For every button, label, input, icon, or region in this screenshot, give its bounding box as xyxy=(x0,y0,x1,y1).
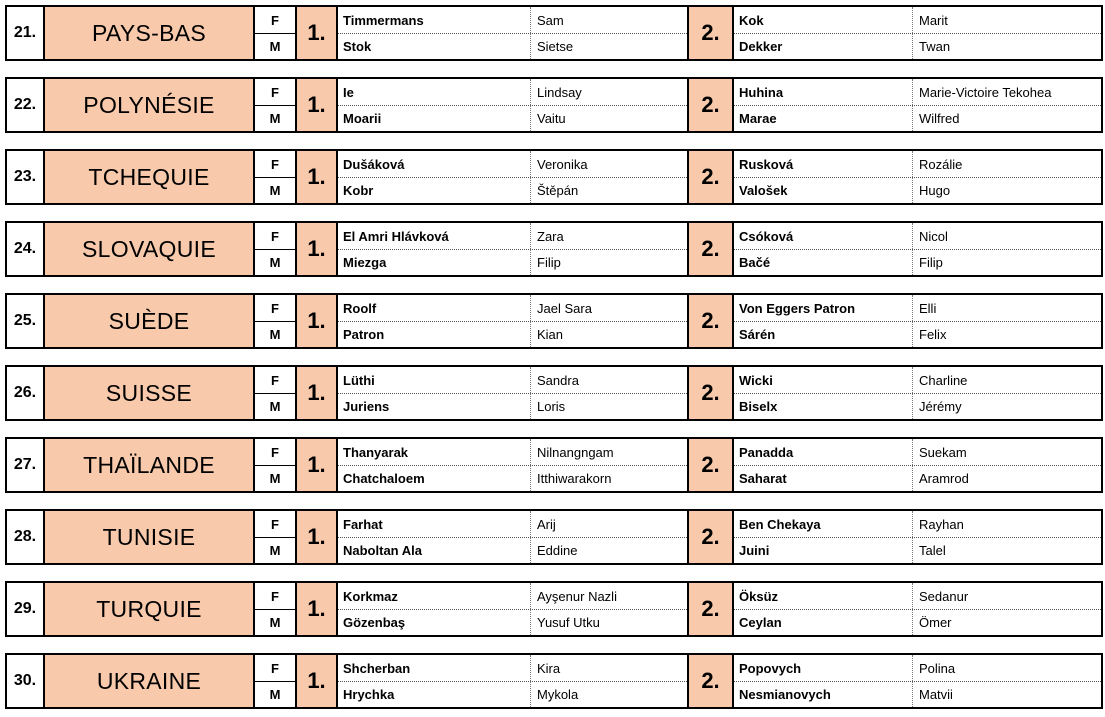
team-1-male-player xyxy=(338,538,687,563)
team-row xyxy=(5,293,1103,349)
team-2-female-player xyxy=(734,367,1101,394)
entry-number: 30. xyxy=(7,655,45,707)
team-2-male-player xyxy=(734,178,1101,203)
player-last-name: Patron xyxy=(343,327,385,342)
team-row xyxy=(5,5,1103,61)
team-2-players xyxy=(734,7,1101,59)
team-1-rank: 1. xyxy=(297,367,338,419)
player-last-name: Nesmianovych xyxy=(739,687,831,702)
male-label: M xyxy=(269,399,281,414)
player-first-name: Aramrod xyxy=(912,466,1101,491)
team-1-players xyxy=(338,223,687,275)
player-first-name: Sedanur xyxy=(912,583,1101,609)
player-first-name: Vaitu xyxy=(530,106,687,131)
male-label: M xyxy=(269,615,281,630)
team-2-players xyxy=(734,79,1101,131)
team-1-female-player xyxy=(338,367,687,394)
team-2-female-player xyxy=(734,655,1101,682)
player-last-name: Korkmaz xyxy=(343,588,398,604)
team-2-players xyxy=(734,367,1101,419)
player-first-name: Rozálie xyxy=(912,151,1101,177)
player-first-name: Ömer xyxy=(912,610,1101,635)
team-1-female-player xyxy=(338,223,687,250)
team-2-female-player xyxy=(734,295,1101,322)
player-first-name: Štěpán xyxy=(530,178,687,203)
country-name: THAÏLANDE xyxy=(45,439,255,491)
player-first-name: Arij xyxy=(530,511,687,537)
player-last-name: Panadda xyxy=(739,444,794,460)
player-last-name: Stok xyxy=(343,39,372,54)
player-last-name: Hrychka xyxy=(343,687,395,702)
player-last-name: Marae xyxy=(739,111,777,126)
team-1-female-player xyxy=(338,295,687,322)
player-last-name: Ie xyxy=(343,84,354,100)
female-label: F xyxy=(255,583,295,610)
player-last-name: El Amri Hlávková xyxy=(343,228,449,244)
team-row xyxy=(5,653,1103,709)
player-last-name: Kok xyxy=(739,12,764,28)
team-1-male-player xyxy=(338,682,687,707)
player-first-name: Eddine xyxy=(530,538,687,563)
female-label: F xyxy=(255,655,295,682)
team-2-players xyxy=(734,295,1101,347)
gender-column xyxy=(255,295,297,347)
player-last-name: Roolf xyxy=(343,300,377,316)
player-last-name: Timmermans xyxy=(343,12,424,28)
team-1-male-player xyxy=(338,178,687,203)
entry-number: 24. xyxy=(7,223,45,275)
country-name: TCHEQUIE xyxy=(45,151,255,203)
team-2-rank: 2. xyxy=(687,79,734,131)
team-1-players xyxy=(338,655,687,707)
player-first-name: Kian xyxy=(530,322,687,347)
entry-number: 27. xyxy=(7,439,45,491)
player-last-name: Juini xyxy=(739,543,770,558)
male-label: M xyxy=(269,471,281,486)
team-2-players xyxy=(734,655,1101,707)
team-2-male-player xyxy=(734,682,1101,707)
female-label: F xyxy=(255,367,295,394)
male-label: M xyxy=(269,327,281,342)
team-1-female-player xyxy=(338,151,687,178)
player-first-name: Lindsay xyxy=(530,79,687,105)
male-label: M xyxy=(269,687,281,702)
team-2-rank: 2. xyxy=(687,223,734,275)
player-last-name: Chatchaloem xyxy=(343,471,425,486)
male-label: M xyxy=(269,543,281,558)
country-name: SUISSE xyxy=(45,367,255,419)
team-1-rank: 1. xyxy=(297,7,338,59)
gender-column xyxy=(255,367,297,419)
player-last-name: Von Eggers Patron xyxy=(739,300,856,316)
player-first-name: Jael Sara xyxy=(530,295,687,321)
team-row xyxy=(5,437,1103,493)
male-label: M xyxy=(269,255,281,270)
team-2-rank: 2. xyxy=(687,439,734,491)
player-last-name: Lüthi xyxy=(343,372,375,388)
country-name: SUÈDE xyxy=(45,295,255,347)
male-label: M xyxy=(269,111,281,126)
player-last-name: Popovych xyxy=(739,660,802,676)
player-first-name: Felix xyxy=(912,322,1101,347)
player-first-name: Twan xyxy=(912,34,1101,59)
player-last-name: Moarii xyxy=(343,111,382,126)
player-first-name: Elli xyxy=(912,295,1101,321)
entry-number: 23. xyxy=(7,151,45,203)
player-first-name: Sandra xyxy=(530,367,687,393)
female-label: F xyxy=(255,151,295,178)
team-2-rank: 2. xyxy=(687,295,734,347)
female-label: F xyxy=(255,223,295,250)
team-1-players xyxy=(338,367,687,419)
gender-column xyxy=(255,79,297,131)
player-first-name: Filip xyxy=(530,250,687,275)
player-first-name: Mykola xyxy=(530,682,687,707)
team-1-female-player xyxy=(338,583,687,610)
team-1-rank: 1. xyxy=(297,583,338,635)
player-last-name: Rusková xyxy=(739,156,794,172)
team-2-rank: 2. xyxy=(687,511,734,563)
team-row xyxy=(5,221,1103,277)
team-2-female-player xyxy=(734,7,1101,34)
player-first-name: Rayhan xyxy=(912,511,1101,537)
team-2-rank: 2. xyxy=(687,367,734,419)
team-1-players xyxy=(338,7,687,59)
team-1-rank: 1. xyxy=(297,655,338,707)
team-2-players xyxy=(734,511,1101,563)
player-last-name: Csóková xyxy=(739,228,794,244)
team-1-players xyxy=(338,151,687,203)
team-1-male-player xyxy=(338,394,687,419)
team-2-male-player xyxy=(734,466,1101,491)
team-2-female-player xyxy=(734,79,1101,106)
team-1-players xyxy=(338,583,687,635)
team-1-female-player xyxy=(338,655,687,682)
team-row xyxy=(5,149,1103,205)
entry-number: 25. xyxy=(7,295,45,347)
male-label: M xyxy=(269,39,281,54)
player-first-name: Marit xyxy=(912,7,1101,33)
player-last-name: Shcherban xyxy=(343,660,411,676)
gender-column xyxy=(255,511,297,563)
team-1-rank: 1. xyxy=(297,79,338,131)
player-last-name: Ben Chekaya xyxy=(739,516,821,532)
team-1-male-player xyxy=(338,34,687,59)
team-2-female-player xyxy=(734,439,1101,466)
player-last-name: Wicki xyxy=(739,372,773,388)
team-2-male-player xyxy=(734,322,1101,347)
player-first-name: Loris xyxy=(530,394,687,419)
team-1-female-player xyxy=(338,7,687,34)
team-2-male-player xyxy=(734,394,1101,419)
team-2-players xyxy=(734,583,1101,635)
female-label: F xyxy=(255,439,295,466)
player-first-name: Wilfred xyxy=(912,106,1101,131)
player-last-name: Farhat xyxy=(343,516,383,532)
gender-column xyxy=(255,7,297,59)
player-last-name: Saharat xyxy=(739,471,787,486)
male-label: M xyxy=(269,183,281,198)
team-1-rank: 1. xyxy=(297,151,338,203)
player-first-name: Matvii xyxy=(912,682,1101,707)
player-last-name: Dušáková xyxy=(343,156,405,172)
player-first-name: Filip xyxy=(912,250,1101,275)
team-1-players xyxy=(338,295,687,347)
team-2-female-player xyxy=(734,223,1101,250)
player-first-name: Polina xyxy=(912,655,1101,681)
team-1-female-player xyxy=(338,439,687,466)
team-1-rank: 1. xyxy=(297,223,338,275)
player-first-name: Veronika xyxy=(530,151,687,177)
team-2-male-player xyxy=(734,538,1101,563)
player-first-name: Nilnangngam xyxy=(530,439,687,465)
female-label: F xyxy=(255,79,295,106)
team-1-players xyxy=(338,511,687,563)
player-last-name: Biselx xyxy=(739,399,778,414)
player-last-name: Miezga xyxy=(343,255,387,270)
gender-column xyxy=(255,151,297,203)
gender-column xyxy=(255,583,297,635)
player-last-name: Huhina xyxy=(739,84,784,100)
team-2-male-player xyxy=(734,250,1101,275)
team-1-male-player xyxy=(338,106,687,131)
country-name: TUNISIE xyxy=(45,511,255,563)
country-name: POLYNÉSIE xyxy=(45,79,255,131)
player-first-name: Suekam xyxy=(912,439,1101,465)
player-last-name: Dekker xyxy=(739,39,783,54)
female-label: F xyxy=(255,511,295,538)
player-first-name: Itthiwarakorn xyxy=(530,466,687,491)
team-2-players xyxy=(734,439,1101,491)
team-row xyxy=(5,365,1103,421)
team-2-female-player xyxy=(734,151,1101,178)
team-1-female-player xyxy=(338,79,687,106)
player-first-name: Jérémy xyxy=(912,394,1101,419)
player-last-name: Valošek xyxy=(739,183,788,198)
team-2-rank: 2. xyxy=(687,151,734,203)
country-name: TURQUIE xyxy=(45,583,255,635)
player-first-name: Marie-Victoire Tekohea xyxy=(912,79,1101,105)
team-2-female-player xyxy=(734,511,1101,538)
player-first-name: Zara xyxy=(530,223,687,249)
team-2-rank: 2. xyxy=(687,655,734,707)
team-2-male-player xyxy=(734,106,1101,131)
country-name: UKRAINE xyxy=(45,655,255,707)
entry-number: 22. xyxy=(7,79,45,131)
player-last-name: Bačé xyxy=(739,255,771,270)
player-first-name: Hugo xyxy=(912,178,1101,203)
team-2-male-player xyxy=(734,610,1101,635)
player-last-name: Öksüz xyxy=(739,588,779,604)
team-2-players xyxy=(734,151,1101,203)
entry-number: 29. xyxy=(7,583,45,635)
player-first-name: Talel xyxy=(912,538,1101,563)
team-row xyxy=(5,77,1103,133)
team-1-players xyxy=(338,79,687,131)
gender-column xyxy=(255,655,297,707)
player-last-name: Juriens xyxy=(343,399,390,414)
player-first-name: Sietse xyxy=(530,34,687,59)
team-1-male-player xyxy=(338,322,687,347)
entry-number: 26. xyxy=(7,367,45,419)
team-row xyxy=(5,509,1103,565)
team-1-female-player xyxy=(338,511,687,538)
player-first-name: Charline xyxy=(912,367,1101,393)
team-2-rank: 2. xyxy=(687,7,734,59)
player-last-name: Kobr xyxy=(343,183,374,198)
player-last-name: Thanyarak xyxy=(343,444,409,460)
team-1-rank: 1. xyxy=(297,295,338,347)
player-first-name: Yusuf Utku xyxy=(530,610,687,635)
player-last-name: Naboltan Ala xyxy=(343,543,422,558)
player-first-name: Sam xyxy=(530,7,687,33)
entry-number: 28. xyxy=(7,511,45,563)
player-last-name: Ceylan xyxy=(739,615,782,630)
team-1-male-player xyxy=(338,610,687,635)
team-1-rank: 1. xyxy=(297,511,338,563)
team-1-male-player xyxy=(338,250,687,275)
team-row xyxy=(5,581,1103,637)
female-label: F xyxy=(255,7,295,34)
gender-column xyxy=(255,439,297,491)
entry-number: 21. xyxy=(7,7,45,59)
female-label: F xyxy=(255,295,295,322)
player-first-name: Ayşenur Nazli xyxy=(530,583,687,609)
player-first-name: Kira xyxy=(530,655,687,681)
player-last-name: Sárén xyxy=(739,327,776,342)
team-2-male-player xyxy=(734,34,1101,59)
team-1-male-player xyxy=(338,466,687,491)
player-last-name: Gözenbaş xyxy=(343,615,406,630)
team-2-female-player xyxy=(734,583,1101,610)
gender-column xyxy=(255,223,297,275)
team-2-players xyxy=(734,223,1101,275)
player-first-name: Nicol xyxy=(912,223,1101,249)
country-name: SLOVAQUIE xyxy=(45,223,255,275)
team-2-rank: 2. xyxy=(687,583,734,635)
team-1-rank: 1. xyxy=(297,439,338,491)
team-1-players xyxy=(338,439,687,491)
country-name: PAYS-BAS xyxy=(45,7,255,59)
